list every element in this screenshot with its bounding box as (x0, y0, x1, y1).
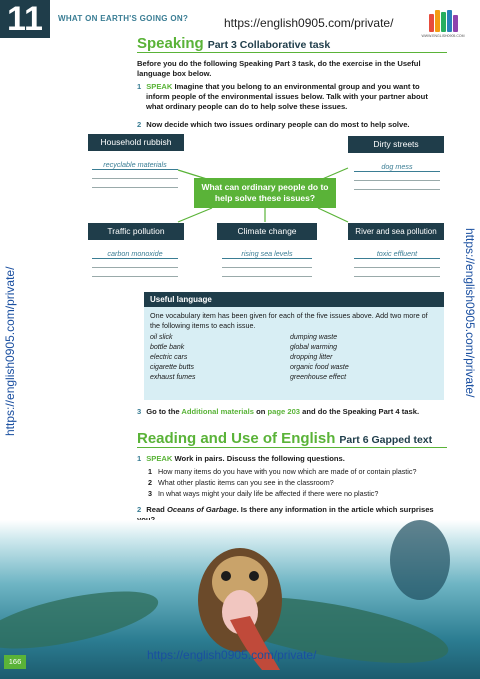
answer-household-rubbish: recyclable materials (103, 160, 167, 169)
page-number: 166 (4, 655, 26, 669)
blank-line (354, 189, 440, 190)
bottom-url[interactable]: https://english0905.com/private/ (147, 648, 317, 662)
logo-text: WWW.ENGLISH0905.COM (421, 34, 465, 38)
useful-language-box (144, 292, 444, 400)
blank-line (92, 178, 178, 179)
reading-sub-3: 3 In what ways might your daily life be affected if there were no plastic? (148, 489, 379, 498)
top-url[interactable]: https://english0905.com/private/ (224, 16, 394, 30)
issue-dirty-streets: Dirty streets (348, 136, 444, 153)
center-question: What can ordinary people do to help solve these issues? (194, 178, 336, 208)
side-url-left[interactable]: https://english0905.com/private/ (3, 266, 17, 436)
article-title: Oceans of Garbage (166, 505, 237, 514)
speaking-q2: 2 Now decide which two issues ordinary people can do most to help solve. (137, 120, 410, 129)
speaking-q1: 1 SPEAK Imagine that you belong to an environmental group and you want to inform people of the environmental issues below. Talk with your partner about what ordinary people can do to help solve these issues. (137, 82, 428, 111)
unit-number: 11 (0, 0, 50, 38)
reading-q1: 1 SPEAK Work in pairs. Discuss the following questions. (137, 454, 345, 463)
additional-materials-link[interactable]: Additional materials (181, 407, 254, 416)
reading-sub-2: 2 What other plastic items can you see in the classroom? (148, 478, 334, 487)
blank-line (354, 267, 440, 268)
speaking-heading: Speaking (137, 35, 204, 52)
issue-household-rubbish: Household rubbish (88, 134, 184, 151)
reading-title (137, 430, 432, 448)
side-url-right[interactable]: https://english0905.com/private/ (463, 228, 477, 398)
useful-language-title: Useful language (144, 292, 444, 307)
answer-climate-change: rising sea levels (241, 249, 293, 258)
speaking-q3: 3 Go to the Additional materials on page 203 and do the Speaking Part 4 task. (137, 407, 420, 416)
vocab-item: bottle bank (150, 344, 185, 351)
answer-river-sea-pollution: toxic effluent (376, 249, 418, 258)
blank-line (92, 187, 178, 188)
answer-line (354, 171, 440, 172)
vocab-item: exhaust fumes (150, 374, 196, 381)
vocab-item: oil slick (150, 334, 173, 341)
vocab-item: electric cars (150, 354, 188, 361)
issue-river-sea-pollution: River and sea pollution (348, 223, 444, 240)
issue-climate-change: Climate change (217, 223, 317, 240)
vocab-list (150, 333, 438, 383)
vocab-item: global warming (290, 344, 338, 351)
blank-line (222, 267, 312, 268)
answer-dirty-streets: dog mess (381, 162, 413, 171)
answer-line (92, 258, 178, 259)
vocab-item: dumping waste (290, 334, 338, 341)
blank-line (92, 276, 178, 277)
reading-sub-1: 1 How many items do you have with you now which are made of or contain plastic? (148, 467, 417, 476)
blank-line (354, 180, 440, 181)
speaking-subheading: Part 3 Collaborative task (207, 39, 331, 51)
vocab-item: cigarette butts (150, 364, 194, 371)
reading-subheading: Part 6 Gapped text (339, 434, 433, 446)
reading-q2: 2 Read Oceans of Garbage. Is there any information in the article which surprises (137, 505, 434, 514)
reading-rule (137, 447, 447, 448)
answer-line (92, 169, 178, 170)
vocab-item: organic food waste (290, 364, 349, 371)
running-head: WHAT ON EARTH'S GOING ON? (58, 14, 189, 23)
answer-line (354, 258, 440, 259)
page-203-link[interactable]: page 203 (267, 407, 301, 416)
useful-language-instructions: One vocabulary item has been given for each of the five issues above. Add two more of the following items to each issue. (150, 311, 428, 330)
blank-line (92, 267, 178, 268)
blank-line (354, 276, 440, 277)
answer-line (222, 258, 312, 259)
blank-line (222, 276, 312, 277)
answer-traffic-pollution: carbon monoxide (107, 249, 163, 258)
reading-heading: Reading and Use of English (137, 430, 336, 447)
vocab-item: dropping litter (290, 354, 333, 361)
speaking-intro: Before you do the following Speaking Part 3 task, do the exercise in the Useful language box below. (137, 59, 421, 78)
issue-traffic-pollution: Traffic pollution (88, 223, 184, 240)
vocab-item: greenhouse effect (290, 374, 347, 381)
